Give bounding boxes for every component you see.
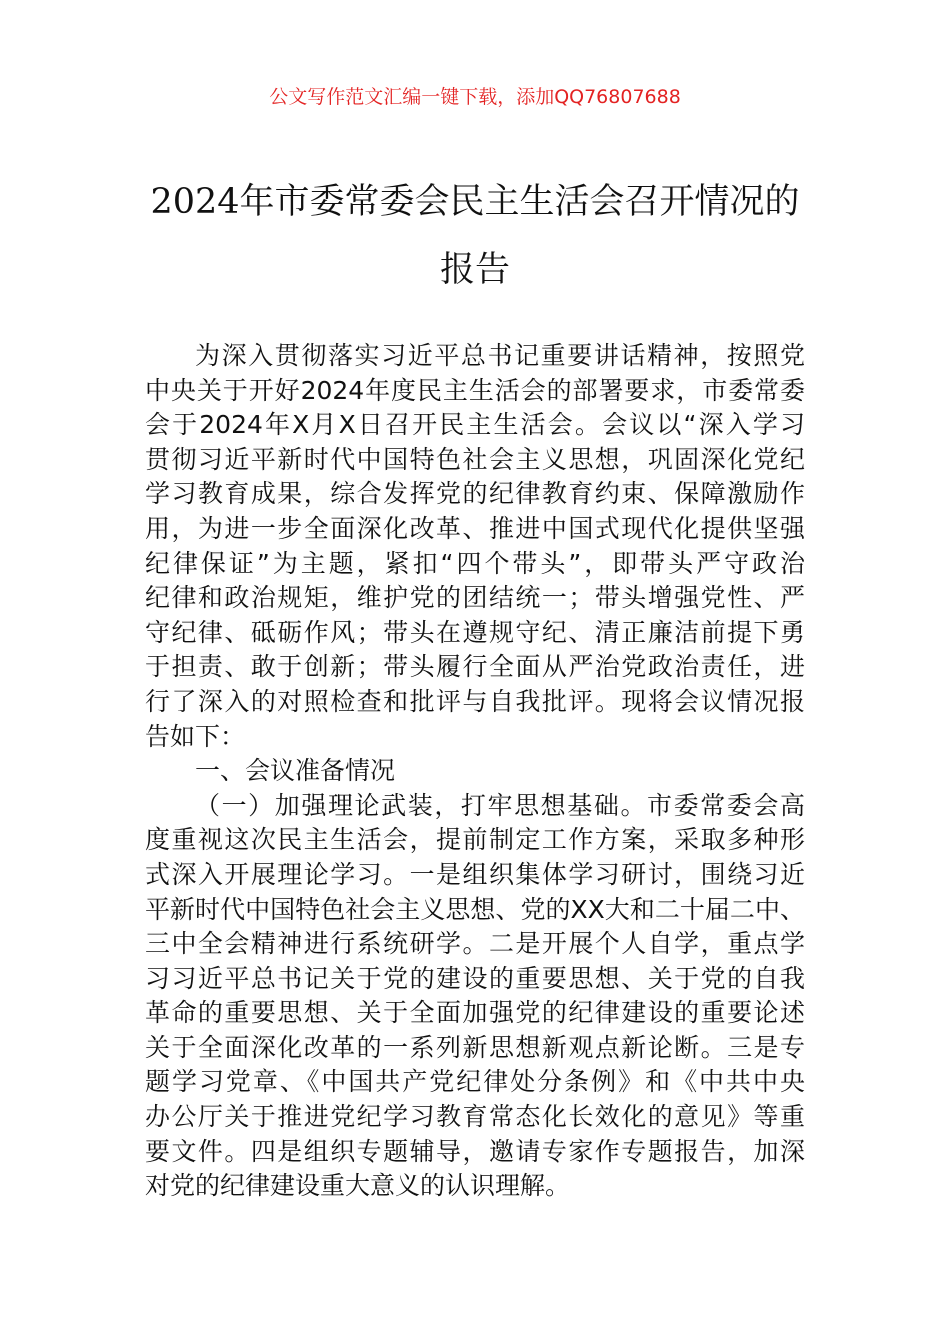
paragraph-line: 为深入贯彻落实习近平总书记重要讲话精神，按照党 [195, 341, 805, 370]
paragraph-line: 纪律保证”为主题，紧扣“四个带头”，即带头严守政治 [145, 548, 805, 578]
paragraph-line: 学习教育成果，综合发挥党的纪律教育约束、保障激励作 [145, 479, 805, 509]
document-title-line-1: 2024年市委常委会民主生活会召开情况的 [150, 182, 800, 222]
paragraph-line: 守纪律、砥砺作风；带头在遵规守纪、清正廉洁前提下勇 [145, 617, 805, 647]
paragraph-line: 一、会议准备情况 [195, 756, 396, 786]
paragraph-line: 习习近平总书记关于党的建设的重要思想、关于党的自我 [145, 963, 805, 993]
paragraph [145, 339, 805, 754]
paragraph-line: 告如下： [145, 721, 246, 751]
paragraph-line: 用，为进一步全面深化改革、推进中国式现代化提供坚强 [145, 513, 805, 543]
document-body [145, 339, 805, 1204]
watermark-download-notice: 公文写作范文汇编一键下载，添加QQ76807688 [269, 86, 681, 108]
paragraph-line: 贯彻习近平新时代中国特色社会主义思想，巩固深化党纪 [145, 444, 805, 474]
paragraph-line: 三中全会精神进行系统研学。二是开展个人自学，重点学 [145, 929, 805, 959]
paragraph-line: 于担责、敢于创新；带头履行全面从严治党政治责任，进 [145, 652, 805, 682]
paragraph-line: 要文件。四是组织专题辅导，邀请专家作专题报告，加深 [145, 1136, 805, 1166]
paragraph-line: 式深入开展理论学习。一是组织集体学习研讨，围绕习近 [145, 859, 805, 889]
paragraph-line: 中央关于开好2024年度民主生活会的部署要求，市委常委 [145, 375, 805, 405]
document-title-line-2: 报告 [439, 250, 510, 290]
paragraph-line: 度重视这次民主生活会，提前制定工作方案，采取多种形 [145, 825, 805, 855]
paragraph [145, 754, 805, 789]
paragraph [145, 789, 805, 1204]
paragraph-line: （一）加强理论武装，打牢思想基础。市委常委会高 [195, 790, 805, 820]
paragraph-line: 关于全面深化改革的一系列新思想新观点新论断。三是专 [145, 1032, 805, 1062]
paragraph-line: 平新时代中国特色社会主义思想、党的XX大和二十届二中、 [145, 894, 805, 924]
paragraph-line: 革命的重要思想、关于全面加强党的纪律建设的重要论述 [145, 998, 805, 1028]
paragraph-line: 对党的纪律建设重大意义的认识理解。 [145, 1171, 571, 1201]
paragraph-line: 纪律和政治规矩，维护党的团结统一；带头增强党性、严 [145, 583, 805, 613]
paragraph-line: 办公厅关于推进党纪学习教育常态化长效化的意见》等重 [145, 1102, 805, 1132]
paragraph-line: 行了深入的对照检查和批评与自我批评。现将会议情况报 [145, 686, 805, 716]
paragraph-line: 会于2024年X月X日召开民主生活会。会议以“深入学习 [145, 410, 805, 440]
paragraph-line: 题学习党章、《中国共产党纪律处分条例》和《中共中央 [145, 1067, 805, 1097]
